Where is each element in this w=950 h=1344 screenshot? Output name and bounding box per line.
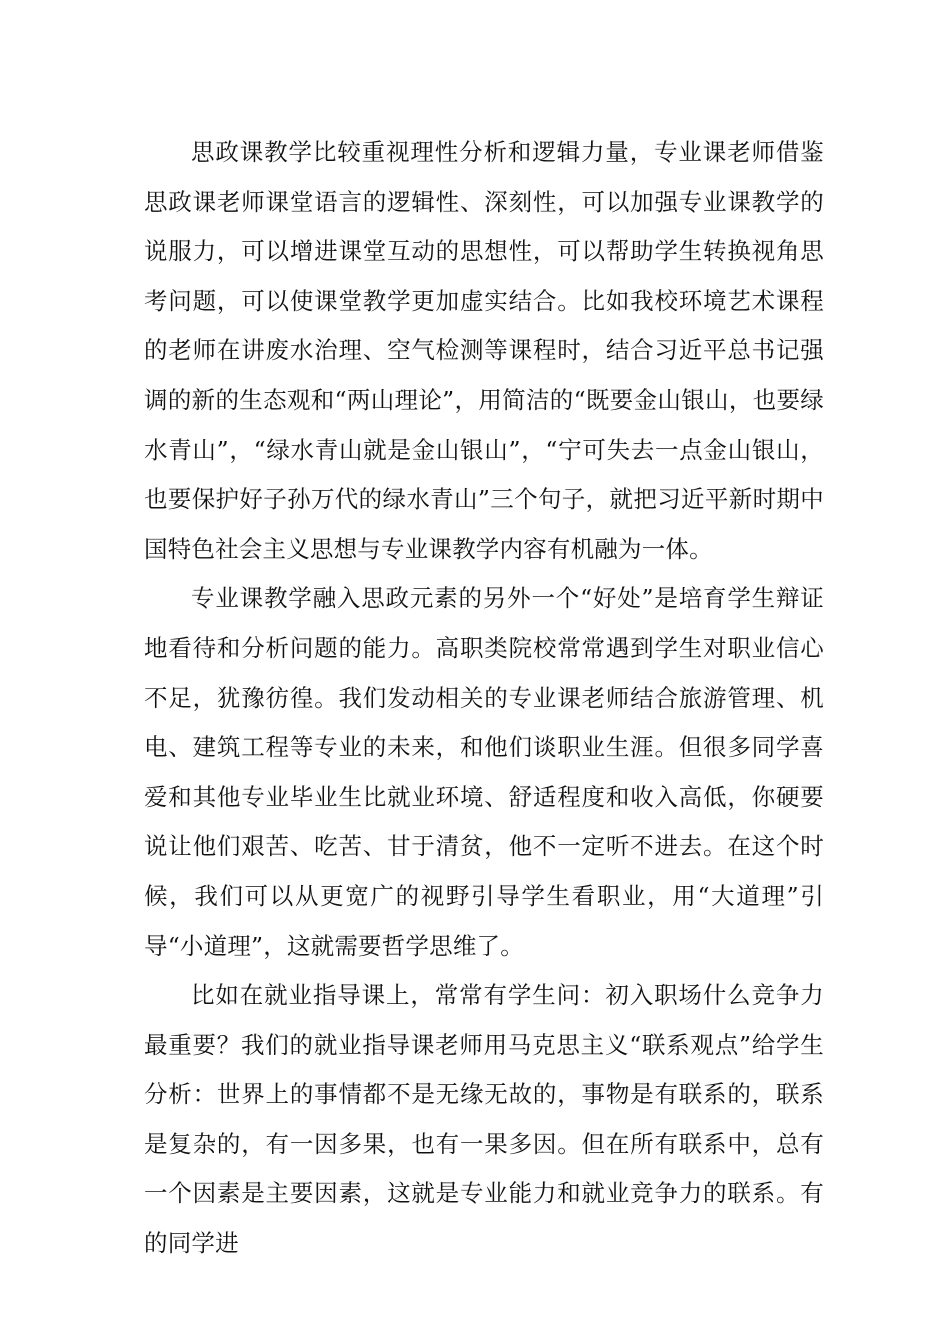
paragraph-2: 专业课教学融入思政元素的另外一个“好处”是培育学生辩证地看待和分析问题的能力。高职类院校常常遇到学生对职业信心不足，犹豫彷徨。我们发动相关的专业课老师结合旅游管理、机电、建筑工程等专业的未来，和他们谈职业生涯。但很多同学喜爱和其他专业毕业生比就业环境、舒适程度和收入高低，你硬要说让他们艰苦、吃苦、甘于清贫，他不一定听不进去。在这个时候，我们可以从更宽广的视野引导学生看职业，用“大道理”引导“小道理”，这就需要哲学思维了。 bbox=[144, 584, 824, 960]
paragraph-1: 思政课教学比较重视理性分析和逻辑力量，专业课老师借鉴思政课老师课堂语言的逻辑性、深刻性，可以加强专业课教学的说服力，可以增进课堂互动的思想性，可以帮助学生转换视角思考问题，可以使课堂教学更加虚实结合。比如我校环境艺术课程的老师在讲废水治理、空气检测等课程时，结合习近平总书记强调的新的生态观和“两山理论”，用简洁的“既要金山银山，也要绿水青山”，“绿水青山就是金山银山”，“宁可失去一点金山银山，也要保护好子孙万代的绿水青山”三个句子，就把习近平新时期中国特色社会主义思想与专业课教学内容有机融为一体。 bbox=[144, 138, 824, 563]
paragraph-3: 比如在就业指导课上，常常有学生问：初入职场什么竞争力最重要？我们的就业指导课老师用马克思主义“联系观点”给学生分析：世界上的事情都不是无缘无故的，事物是有联系的，联系是复杂的，有一因多果，也有一果多因。但在所有联系中，总有一个因素是主要因素，这就是专业能力和就业竞争力的联系。有的同学进 bbox=[144, 981, 824, 1258]
document-body bbox=[144, 128, 824, 1269]
